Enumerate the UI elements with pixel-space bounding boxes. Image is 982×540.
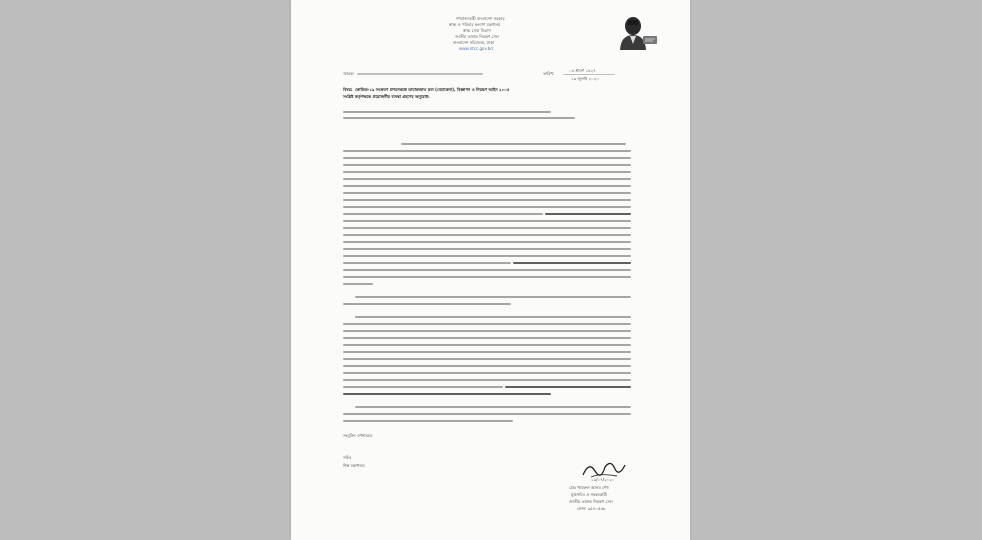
body-text-line — [343, 351, 631, 353]
attachment-note: সংযুক্তি: বর্ণনামতে — [343, 433, 373, 438]
body-text-line — [343, 330, 631, 332]
addressee-ministry: শিল্প মন্ত্রণালয় — [343, 463, 365, 468]
body-text-line — [343, 178, 631, 180]
body-text-line — [343, 269, 631, 271]
signatory-office: জাতীয় তামাক নিয়ন্ত্রণ সেল — [569, 499, 613, 504]
body-text-emphasis — [513, 262, 631, 264]
memo-date-label: তারিখ: — [543, 71, 555, 76]
body-text-line — [343, 262, 511, 264]
body-text-line — [343, 413, 631, 415]
reference-line — [343, 111, 551, 113]
signatory-designation: যুগ্মসচিব ও সমন্বয়কারী — [571, 492, 607, 497]
subject-line-2: সংশ্লিষ্ট কর্তৃপক্ষকে প্রয়োজনীয় ব্যবস্থা গ্রহণের অনুরোধ। — [343, 94, 430, 99]
body-text-line — [355, 296, 631, 298]
subject-line-1: কোভিড-১৯ সংক্রমণ প্রশমনকল্পে তামাকজাত দ্রব্য (বেচাকেনা), বিজ্ঞাপন ও নিয়ন্ত্রণ আইন ২০০৫ — [355, 87, 510, 92]
body-text-line — [401, 143, 626, 145]
body-text-line — [343, 379, 631, 381]
body-text-line — [343, 365, 631, 367]
reference-line — [343, 117, 575, 119]
body-text-line — [343, 171, 631, 173]
signatory-date: ১৯/০৭/২০২০ — [591, 477, 615, 482]
body-text-line — [343, 234, 631, 236]
body-text-line — [343, 213, 543, 215]
body-text-line — [343, 323, 631, 325]
body-text-line — [343, 255, 631, 257]
letterhead-line-4: জাতীয় তামাক নিয়ন্ত্রণ সেল — [455, 34, 499, 39]
body-text-line — [355, 406, 631, 408]
memo-date-bangla: ০৪ শ্রাবণ ১৪২৭ — [569, 68, 596, 73]
memo-date-divider — [563, 74, 615, 75]
body-text-line — [343, 283, 373, 285]
letterhead-line-1: গণপ্রজাতন্ত্রী বাংলাদেশ সরকার — [456, 16, 505, 21]
body-text-line — [343, 185, 631, 187]
body-text-line — [343, 372, 631, 374]
addressee-title: সচিব — [343, 455, 352, 460]
memo-ref-label: স্মারক: — [343, 71, 355, 76]
letterhead-line-2: স্বাস্থ্য ও পরিবার কল্যাণ মন্ত্রণালয় — [449, 22, 501, 27]
subject-label: বিষয়: — [343, 87, 353, 92]
body-text-emphasis — [343, 393, 551, 395]
body-text-line — [343, 241, 631, 243]
body-text-line — [343, 344, 631, 346]
body-text-line — [343, 276, 631, 278]
portrait-emblem-icon — [615, 14, 661, 50]
letterhead-line-3: স্বাস্থ্য সেবা বিভাগ — [463, 28, 491, 33]
body-text-line — [343, 206, 631, 208]
body-text-line — [355, 316, 631, 318]
letterhead-website: www.ntcc.gov.bd — [459, 46, 493, 51]
body-text-line — [343, 220, 631, 222]
body-text-line — [343, 386, 503, 388]
body-text-line — [343, 303, 511, 305]
letter-page — [291, 0, 690, 540]
body-text-line — [343, 420, 513, 422]
body-text-line — [343, 164, 631, 166]
body-text-emphasis — [505, 386, 631, 388]
signatory-phone: ফোন: ৯৫৪০৫৩৮ — [577, 506, 606, 511]
body-text-line — [343, 337, 631, 339]
body-text-emphasis — [545, 213, 631, 215]
body-text-line — [343, 150, 631, 152]
body-text-line — [343, 157, 631, 159]
letterhead-line-5: বাংলাদেশ সচিবালয়, ঢাকা — [453, 40, 495, 45]
memo-ref-number — [357, 73, 483, 75]
signatory-name: মোঃ খায়রুল আলম শেখ — [569, 485, 609, 490]
memo-date-english: ১৯ জুলাই ২০২০ — [571, 76, 599, 81]
body-text-line — [343, 192, 631, 194]
body-text-line — [343, 358, 631, 360]
body-text-line — [343, 248, 631, 250]
body-text-line — [343, 227, 631, 229]
body-text-line — [343, 199, 631, 201]
